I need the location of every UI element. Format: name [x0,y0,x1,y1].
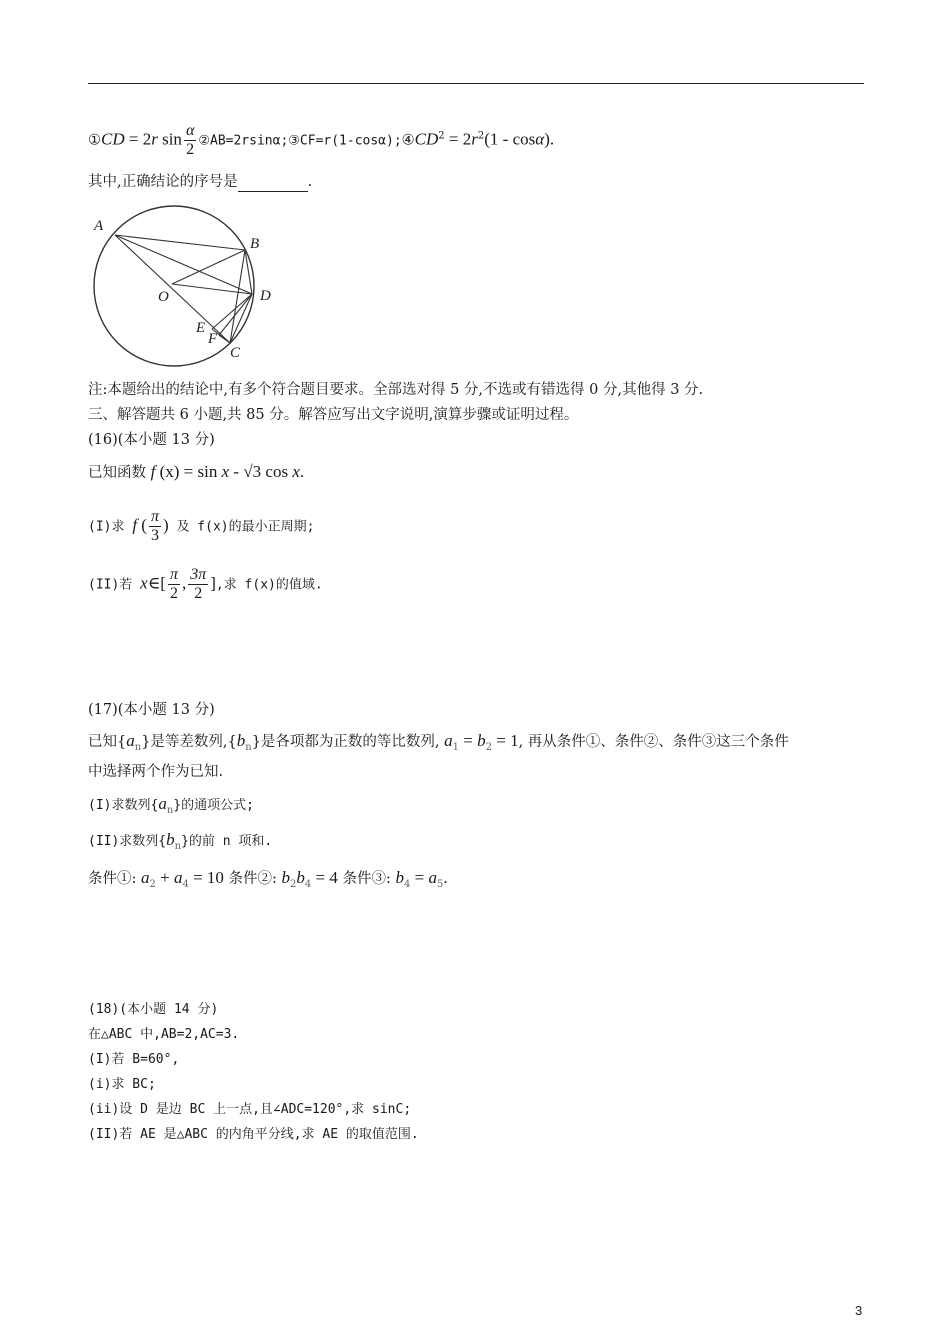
fraction-pi-over-2: $\frac{\pi}{2}$ [169,566,178,602]
label-A: A [94,218,104,234]
q15-prompt: 其中,正确结论的序号是 . [88,174,313,190]
answer-blank [238,177,308,192]
q17-header: (17)(本小题 13 分) [88,702,215,718]
q18-part1-i: (i)求 BC; [88,1077,156,1092]
label-O: O [158,289,169,305]
fraction-alpha-over-2: $\frac{\alpha}{2}$ [185,122,195,158]
q17-conditions: 条件①: $a_2 + a_4 = 10$ 条件②: $b_2b_4 = 4$ 条件③: $b_4 = a_5$. [88,868,448,890]
q17-given-line1: 已知$\{a_n\}$是等差数列$,\{b_n\}$是各项都为正数的等比数列, $a_1 = b_2 = 1$, 再从条件①、条件②、条件③这三个条件 [88,731,789,753]
q18-header: (18)(本小题 14 分) [88,1002,219,1017]
q16-header: (16)(本小题 13 分) [88,432,215,448]
q18-given: 在△ABC 中,AB=2,AC=3. [88,1027,240,1042]
q18-part1-ii: (ii)设 D 是边 BC 上一点,且∠ADC=120°,求 sinC; [88,1102,412,1117]
page-number: 3 [855,1303,863,1318]
q15-statements: ①CD = 2r sin $\frac{\alpha}{2}$ $②AB=2rsin\alpha;③CF=r(1-\cos\alpha);④CD^2 = 2r^2(1 - \cos\alpha)$. [88,122,555,158]
q16-given: 已知函数 f (x) = sin x - √3 cos x. [88,462,305,481]
q16-part1: (I)求 f ( $\frac{\pi}{3}$ ) 及 f(x)的最小正周期; [88,508,315,544]
figure-segments [115,235,252,343]
fraction-3pi-over-2: $\frac{3\pi}{2}$ [190,566,207,602]
label-B: B [250,236,260,252]
q17-part1: (I)求数列$\{a_n\}$的通项公式; [88,794,254,816]
label-D: D [260,288,271,304]
q18-part2: (II)若 AE 是△ABC 的内角平分线,求 AE 的取值范围. [88,1127,419,1142]
fraction-pi-over-3: $\frac{\pi}{3}$ [150,508,159,544]
q15-note: 注:本题给出的结论中,有多个符合题目要求。全部选对得 5 分,不选或有错选得 0 分,其他得 3 分. [88,382,704,398]
q17-given-line2: 中选择两个作为已知. [88,764,224,780]
label-F: F [208,331,218,347]
label-E: E [196,320,206,336]
q16-part2: (II)若 x∈[ $\frac{\pi}{2}$ , $\frac{3\pi}{2}$ ],求 f(x)的值域. [88,566,323,602]
q17-part2: (II)求数列$\{b_n\}$的前 n 项和. [88,830,273,852]
header-rule [88,83,864,84]
circle-geometry-figure [88,202,288,372]
q18-part1: (I)若 B=60°, [88,1052,180,1067]
section-three-heading: 三、解答题共 6 小题,共 85 分。解答应写出文字说明,演算步骤或证明过程。 [88,407,579,423]
label-C: C [230,345,241,361]
